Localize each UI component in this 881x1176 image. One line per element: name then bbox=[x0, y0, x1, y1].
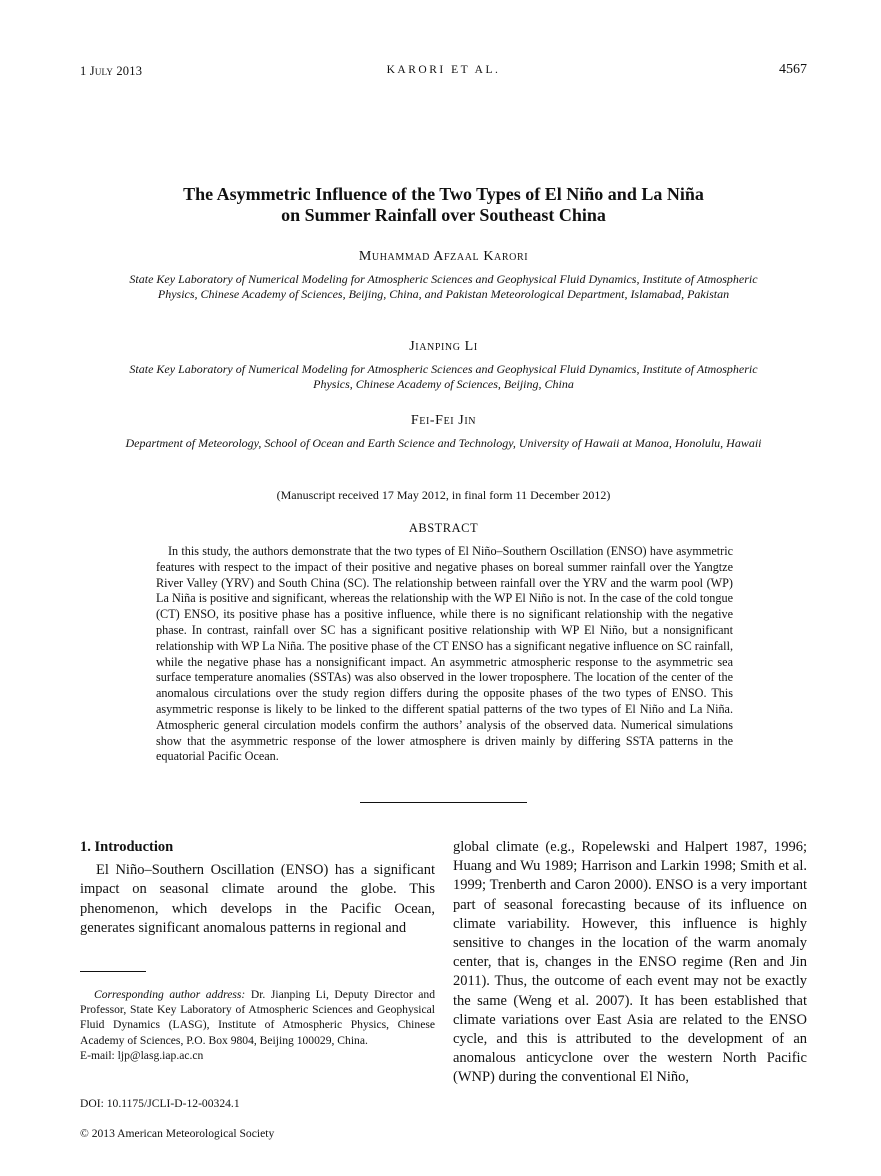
running-head bbox=[80, 62, 807, 82]
author-affiliation: State Key Laboratory of Numerical Modeling for Atmospheric Sciences and Geophysical Fluid Dynamics, Institute of Atmospheric Physics, Chinese Academy of Sciences, Beijing, China bbox=[129, 362, 758, 392]
right-column bbox=[453, 838, 807, 1088]
title-line-2: on Summer Rainfall over Southeast China bbox=[281, 205, 606, 225]
author-affiliation: State Key Laboratory of Numerical Modeling for Atmospheric Sciences and Geophysical Fluid Dynamics, Institute of Atmospheric Physics, Chinese Academy of Sciences, Beijing, China, and Pakistan Meteorological Department, Islamabad, Pakistan bbox=[129, 272, 758, 302]
paper-title bbox=[80, 184, 807, 226]
author-name: Muhammad Afzaal Karori bbox=[358, 249, 529, 264]
copyright: © 2013 American Meteorological Society bbox=[80, 1127, 275, 1140]
page-number: 4567 bbox=[779, 62, 807, 77]
footnote-text: Dr. Jianping Li, Deputy Director and Professor, State Key Laboratory of Atmospheric Sciences and Geophysical Fluid Dynamics (LASG), Institute of Atmospheric Physics, Chinese Academy of Sciences, P.O. Box 9804, Beijing 100029, China. bbox=[80, 988, 435, 1047]
author-block-1 bbox=[110, 249, 777, 303]
author-affiliation: Department of Meteorology, School of Ocean and Earth Science and Technology, University of Hawaii at Manoa, Honolulu, Hawaii bbox=[125, 436, 762, 450]
author-name: Jianping Li bbox=[409, 339, 478, 354]
section-heading: 1. Introduction bbox=[80, 839, 174, 855]
footnote bbox=[80, 987, 435, 1063]
abstract-heading: ABSTRACT bbox=[408, 521, 479, 535]
left-column bbox=[80, 838, 435, 938]
manuscript-info: (Manuscript received 17 May 2012, in final form 11 December 2012) bbox=[276, 488, 611, 502]
running-head-date: 1 July 2013 bbox=[80, 64, 143, 78]
title-line-1: The Asymmetric Influence of the Two Types of El Niño and La Niña bbox=[183, 184, 704, 204]
footnote-label: Corresponding author address: bbox=[94, 988, 246, 1001]
footnote-email: E-mail: ljp@lasg.iap.ac.cn bbox=[80, 1048, 204, 1062]
author-block-2 bbox=[110, 339, 777, 393]
intro-paragraph: El Niño–Southern Oscillation (ENSO) has a significant impact on seasonal climate around the globe. This phenomenon, which develops in the Pacific Ocean, generates significant anomalous patterns in regional and bbox=[80, 862, 435, 936]
doi: DOI: 10.1175/JCLI-D-12-00324.1 bbox=[80, 1097, 240, 1110]
abstract-divider bbox=[360, 802, 527, 803]
running-head-authors: KARORI ET AL. bbox=[386, 64, 501, 76]
author-name: Fei-Fei Jin bbox=[410, 413, 477, 428]
abstract-text: In this study, the authors demonstrate that the two types of El Niño–Southern Oscillation (ENSO) have asymmetric features with respect to the impact of their positive and negative phases on boreal summer rainfall over the Yangtze River Valley (YRV) and South China (SC). The relationship between rainfall over the YRV and the warm pool (WP) La Niña is positive and significant, whereas the relationship with the WP El Niño is not. In the case of the cold tongue (CT) ENSO, its positive phase has a positive influence, while there is no significant relationship with the negative phase. In contrast, rainfall over SC has a significant positive relationship with WP El Niño, but a nonsignificant relationship with WP La Niña. The positive phase of the CT ENSO has a significant negative influence on SC rainfall, while the negative phase has a nonsignificant impact. An asymmetric atmospheric response to the asymmetric sea surface temperature anomalies (SSTAs) was also observed in the lower troposphere. The location of the center of the anomalous circulations over the study region differs during the opposite phases of the two types of ENSO. This asymmetric response is likely to be linked to the different spatial patterns of the two types of El Niño and La Niña. Atmospheric general circulation models confirm the authors’ analysis of the observed data. Numerical simulations show that the asymmetric response of the lower atmosphere is driven mainly by differing SSTA patterns in the equatorial Pacific Ocean. bbox=[156, 544, 733, 764]
intro-paragraph-continued: global climate (e.g., Ropelewski and Halpert 1987, 1996; Huang and Wu 1989; Harrison and Larkin 1998; Smith et al. 1999; Trenberth and Caron 2000). ENSO is a very important part of seasonal forecasting because of its influence on climate variability. However, this influence is highly sensitive to changes in the location of the warm anomaly center, that is, changes in the ENSO regime (Ren and Jin 2011). Thus, the outcome of each event may not be exactly the same (Weng et al. 2007). It has been established that climate variations over East Asia are related to the ENSO cycle, and this is attributed to the development of an anomalous anticyclone over the western North Pacific (WNP) during the conventional El Niño, bbox=[453, 839, 807, 1086]
author-block-3 bbox=[110, 413, 777, 451]
footnote-divider bbox=[80, 971, 146, 972]
